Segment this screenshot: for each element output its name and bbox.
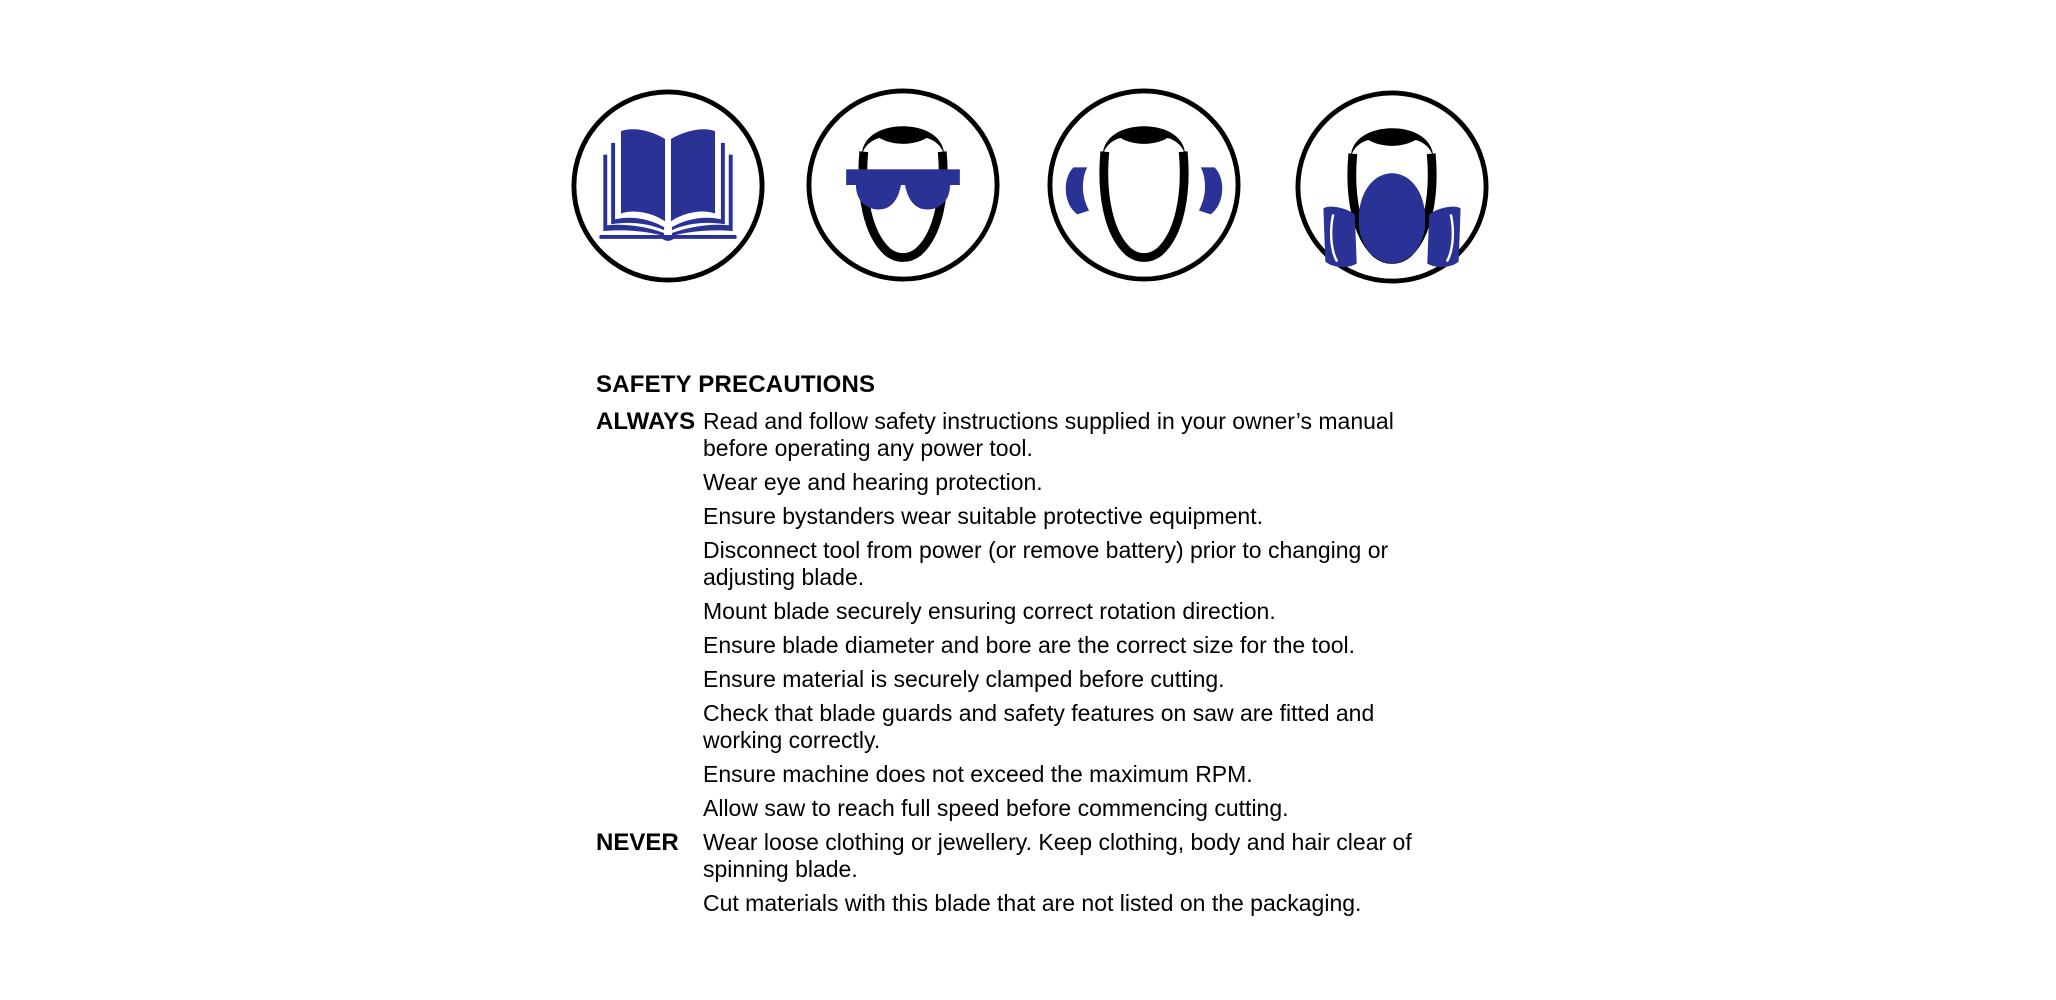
list-item: Check that blade guards and safety features on saw are fitted and working correctly. — [703, 700, 1375, 753]
safety-precautions-section — [596, 370, 1476, 924]
list-item: Ensure material is securely clamped before cutting. — [703, 666, 1225, 692]
section-heading: SAFETY PRECAUTIONS — [596, 371, 876, 398]
read-manual-icon — [570, 88, 766, 284]
safety-icons-row — [0, 0, 2056, 300]
never-label: NEVER — [596, 829, 679, 856]
never-group — [596, 829, 1476, 924]
hearing-protection-icon — [1046, 87, 1242, 283]
list-item: Mount blade securely ensuring correct rotation direction. — [703, 598, 1276, 624]
always-group — [596, 408, 1476, 829]
always-label: ALWAYS — [596, 408, 696, 435]
list-item: Disconnect tool from power (or remove battery) prior to changing or adjusting blade. — [703, 537, 1389, 590]
list-item: Wear loose clothing or jewellery. Keep clothing, body and hair clear of spinning blade. — [703, 829, 1412, 882]
list-item: Wear eye and hearing protection. — [703, 469, 1043, 495]
list-item: Ensure bystanders wear suitable protective equipment. — [703, 503, 1263, 529]
list-item: Read and follow safety instructions supplied in your owner’s manual before operating any power tool. — [703, 408, 1394, 461]
never-list — [703, 829, 1443, 924]
always-list — [703, 408, 1443, 829]
list-item: Cut materials with this blade that are not listed on the packaging. — [703, 890, 1362, 916]
eye-protection-icon — [805, 87, 1001, 283]
list-item: Ensure machine does not exceed the maximum RPM. — [703, 761, 1253, 787]
list-item: Ensure blade diameter and bore are the correct size for the tool. — [703, 632, 1356, 658]
respirator-icon — [1294, 89, 1490, 285]
list-item: Allow saw to reach full speed before commencing cutting. — [703, 795, 1289, 821]
